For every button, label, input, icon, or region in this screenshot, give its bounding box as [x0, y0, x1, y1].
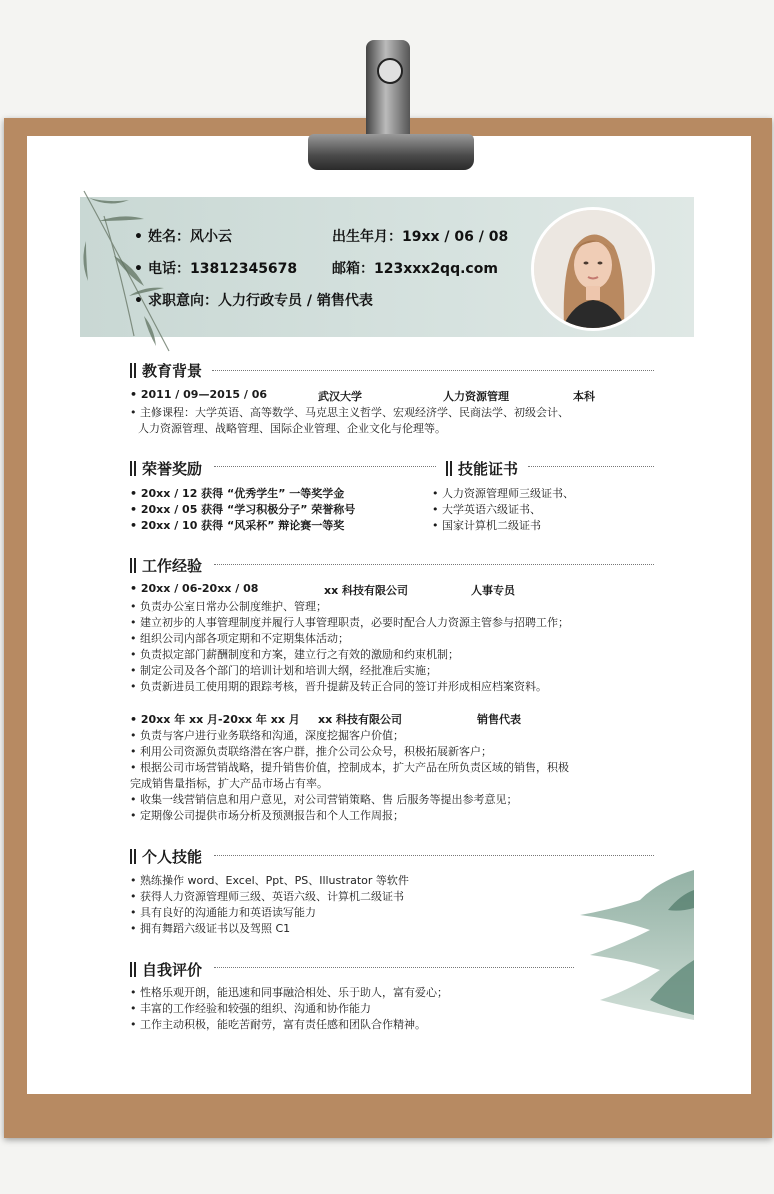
job2-company: xx 科技有限公司: [318, 713, 403, 726]
birth-field: 出生年月：19xx / 06 / 08: [332, 229, 509, 245]
education-title: 教育背景: [130, 360, 202, 381]
list-item: • 收集一线营销信息和用户意见，对公司营销策略、售 后服务等提出参考意见；: [130, 793, 518, 806]
education-rule: [212, 370, 654, 371]
avatar: [531, 207, 655, 331]
edu-courses-1: • 主修课程：大学英语、高等数学、马克思主义哲学、宏观经济学、民商法学、初级会计、: [130, 406, 569, 419]
certificates-title: 技能证书: [446, 458, 518, 479]
job1-company: xx 科技有限公司: [324, 584, 409, 597]
list-item: • 具有良好的沟通能力和英语读写能力: [130, 906, 316, 919]
list-item: • 根据公司市场营销战略，提升销售价值，控制成本，扩大产品在所负责区域的销售，积极: [130, 761, 569, 774]
list-item: • 负责新进员工使用期的跟踪考核，晋升提薪及转正合同的签订并形成相应档案资料。: [130, 680, 547, 693]
list-item: • 拥有舞蹈六级证书以及驾照 C1: [130, 922, 291, 935]
honors-title: 荣誉奖励: [130, 458, 202, 479]
clip-hole: [377, 58, 403, 84]
list-item: • 国家计算机二级证书: [432, 519, 541, 532]
list-item: • 20xx / 10 获得 “风采杯” 辩论赛一等奖: [130, 519, 345, 532]
job2-position: 销售代表: [477, 713, 521, 726]
work-title: 工作经验: [130, 555, 202, 576]
job1-position: 人事专员: [471, 584, 515, 597]
list-item: • 熟练操作 word、Excel、Ppt、PS、Illustrator 等软件: [130, 874, 409, 887]
landscape-decoration-icon: [560, 850, 694, 1060]
job1-period: • 20xx / 06-20xx / 08: [130, 582, 259, 595]
honors-rule: [214, 466, 436, 467]
phone-field: • 电话：13812345678: [134, 261, 298, 277]
list-item: • 组织公司内部各项定期和不定期集体活动；: [130, 632, 349, 645]
list-item: • 负责拟定部门薪酬制度和方案，建立行之有效的激励和约束机制；: [130, 648, 459, 661]
list-item: 完成销售量指标，扩大产品市场占有率。: [130, 777, 328, 790]
edu-major: 人力资源管理: [443, 390, 509, 403]
objective-field: • 求职意向：人力行政专员 / 销售代表: [134, 293, 373, 309]
edu-degree: 本科: [573, 390, 595, 403]
list-item: • 20xx / 05 获得 “学习积极分子” 荣誉称号: [130, 503, 356, 516]
email-field: 邮箱：123xxx2qq.com: [332, 261, 498, 277]
list-item: • 性格乐观开朗，能迅速和同事融洽相处、乐于助人，富有爱心；: [130, 986, 448, 999]
list-item: • 20xx / 12 获得 “优秀学生” 一等奖学金: [130, 487, 345, 500]
list-item: • 利用公司资源负责联络潜在客户群，推介公司公众号，积极拓展新客户；: [130, 745, 492, 758]
self-eval-title: 自我评价: [130, 959, 202, 980]
job2-period: • 20xx 年 xx 月-20xx 年 xx 月: [130, 713, 300, 726]
list-item: • 负责与客户进行业务联络和沟通，深度挖掘客户价值；: [130, 729, 404, 742]
clip-base: [308, 134, 474, 170]
list-item: • 丰富的工作经验和较强的组织、沟通和协作能力: [130, 1002, 371, 1015]
list-item: • 人力资源管理师三级证书、: [432, 487, 574, 500]
list-item: • 负责办公室日常办公制度维护、管理；: [130, 600, 327, 613]
list-item: • 获得人力资源管理师三级、英语六级、计算机二级证书: [130, 890, 404, 903]
work-rule: [214, 564, 654, 565]
list-item: • 制定公司及各个部门的培训计划和培训大纲，经批准后实施；: [130, 664, 437, 677]
edu-courses-2: 人力资源管理、战略管理、国际企业管理、企业文化与伦理等。: [138, 422, 446, 435]
list-item: • 定期像公司提供市场分析及预测报告和个人工作周报；: [130, 809, 404, 822]
edu-school: 武汉大学: [318, 390, 362, 403]
name-field: • 姓名：风小云: [134, 229, 232, 245]
skills-rule: [214, 855, 654, 856]
list-item: • 工作主动积极，能吃苦耐劳，富有责任感和团队合作精神。: [130, 1018, 426, 1031]
list-item: • 建立初步的人事管理制度并履行人事管理职责，必要时配合人力资源主管参与招聘工作；: [130, 616, 569, 629]
skills-title: 个人技能: [130, 846, 202, 867]
self-eval-rule: [214, 967, 574, 968]
list-item: • 大学英语六级证书、: [432, 503, 541, 516]
edu-period: • 2011 / 09—2015 / 06: [130, 388, 268, 401]
certificates-rule: [528, 466, 654, 467]
